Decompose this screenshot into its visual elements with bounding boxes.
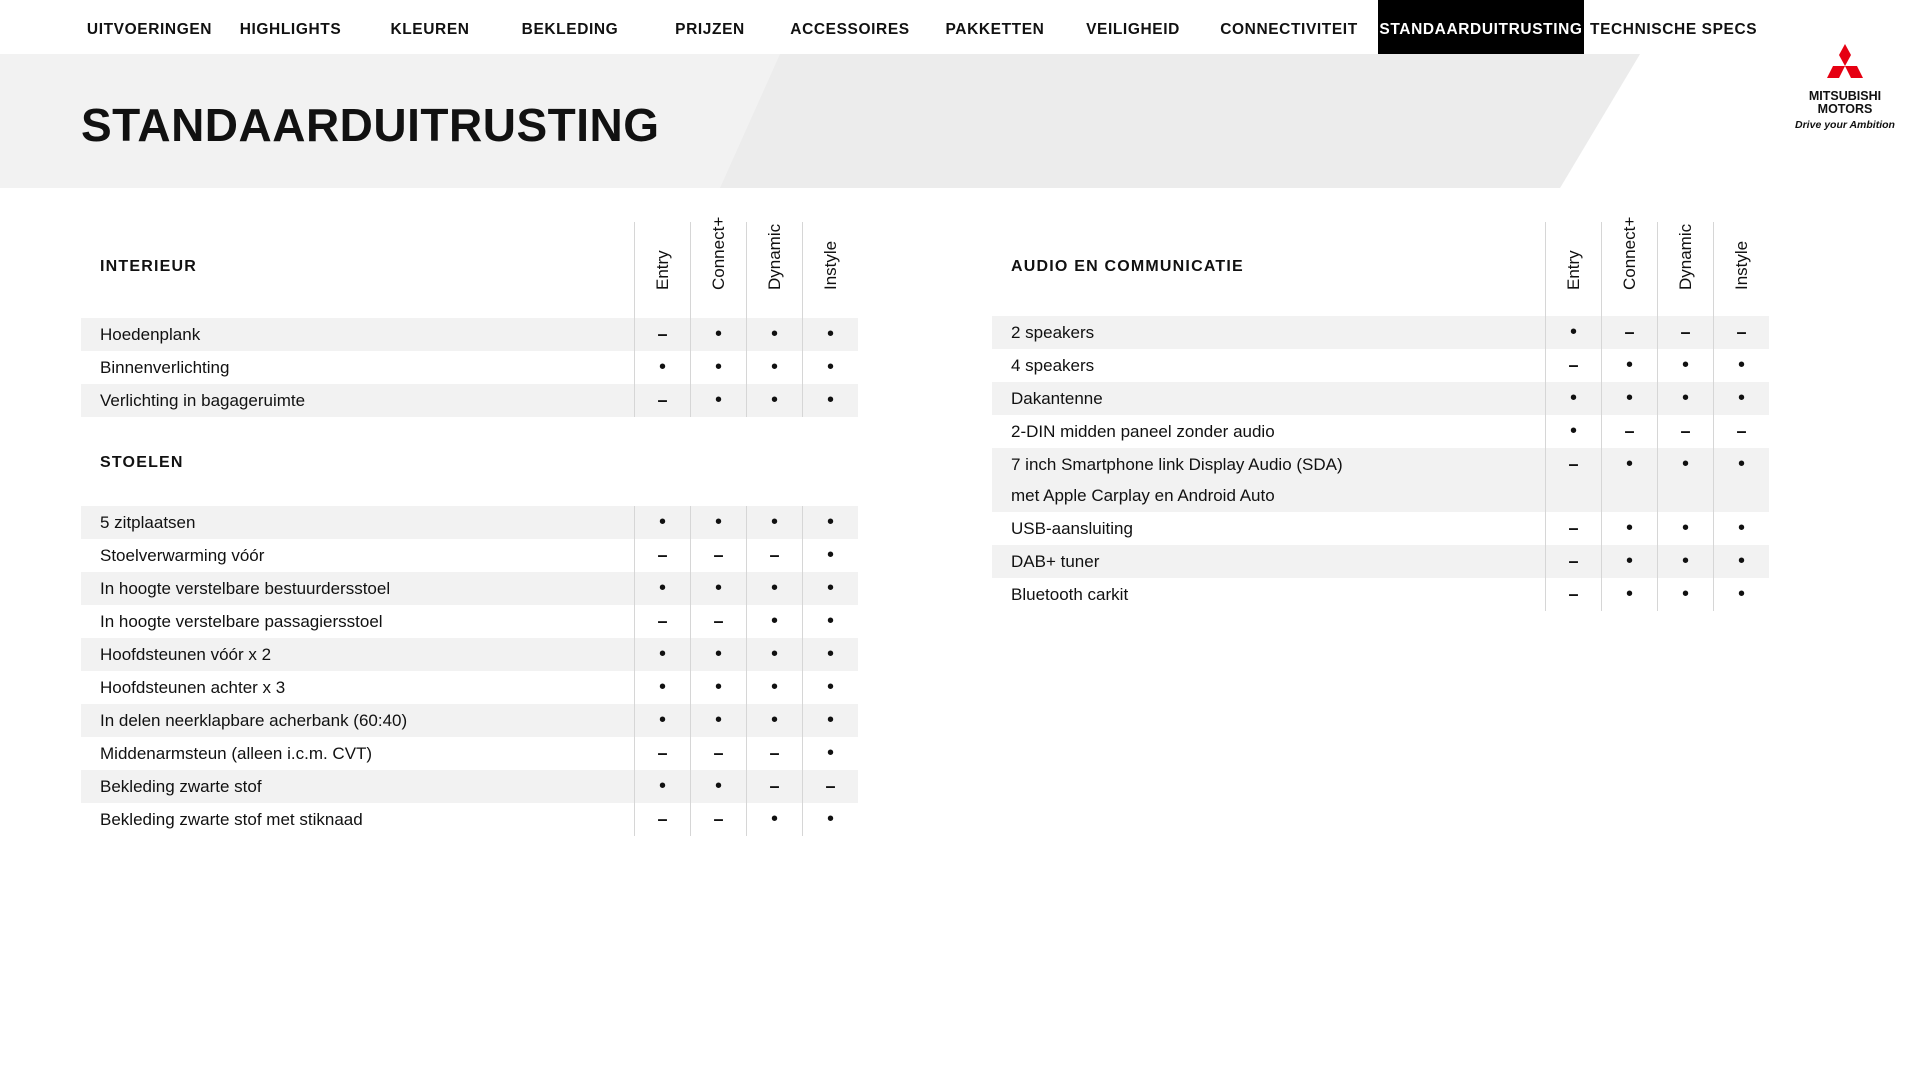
table-row bbox=[81, 671, 858, 704]
availability-cell: • bbox=[746, 704, 802, 737]
availability-cell: – bbox=[746, 539, 802, 572]
table-row bbox=[81, 605, 858, 638]
nav-item-highlights[interactable]: HIGHLIGHTS bbox=[239, 21, 342, 38]
row-label: Stoelverwarming vóór bbox=[100, 546, 265, 565]
availability-cell: • bbox=[690, 572, 746, 605]
availability-cell: • bbox=[1601, 448, 1657, 512]
availability-cell: • bbox=[690, 351, 746, 384]
availability-cell: – bbox=[634, 539, 690, 572]
table-row bbox=[992, 448, 1769, 512]
availability-cell: • bbox=[802, 351, 858, 384]
table-row bbox=[992, 578, 1769, 611]
availability-cell: • bbox=[746, 506, 802, 539]
page-title: STANDAARDUITRUSTING bbox=[81, 99, 660, 151]
nav-item-pakketten[interactable]: PAKKETTEN bbox=[945, 21, 1045, 38]
availability-cell: • bbox=[1545, 382, 1601, 415]
availability-cell: • bbox=[1713, 545, 1769, 578]
availability-cell: • bbox=[802, 704, 858, 737]
row-label: Hoofdsteunen achter x 3 bbox=[100, 678, 286, 697]
nav-item-prijzen[interactable]: PRIJZEN bbox=[675, 21, 745, 38]
availability-cell: – bbox=[1545, 578, 1601, 611]
col-head-entry: Entry bbox=[634, 222, 690, 318]
row-label: USB-aansluiting bbox=[1011, 519, 1133, 538]
availability-cell: • bbox=[802, 671, 858, 704]
availability-cell: • bbox=[1601, 349, 1657, 382]
availability-cell: – bbox=[1657, 316, 1713, 349]
availability-cell: • bbox=[746, 351, 802, 384]
logo-brand-line2: MOTORS bbox=[1817, 102, 1873, 116]
table-row bbox=[81, 539, 858, 572]
availability-cell: • bbox=[690, 318, 746, 351]
row-label: Hoofdsteunen vóór x 2 bbox=[100, 645, 272, 664]
row-label: Verlichting in bagageruimte bbox=[100, 391, 306, 410]
nav-item-kleuren[interactable]: KLEUREN bbox=[390, 21, 470, 38]
availability-cell: • bbox=[1601, 578, 1657, 611]
availability-cell: • bbox=[1601, 512, 1657, 545]
right-equipment-table bbox=[992, 216, 1772, 622]
row-label: In hoogte verstelbare passagiersstoel bbox=[100, 612, 383, 631]
availability-cell: – bbox=[1657, 415, 1713, 448]
availability-cell: – bbox=[634, 737, 690, 770]
availability-cell: • bbox=[690, 638, 746, 671]
table-row bbox=[81, 384, 858, 417]
availability-cell: – bbox=[690, 737, 746, 770]
availability-cell: • bbox=[802, 318, 858, 351]
availability-cell: • bbox=[1657, 349, 1713, 382]
availability-cell: • bbox=[746, 605, 802, 638]
left-equipment-table bbox=[81, 216, 861, 842]
availability-cell: • bbox=[1545, 316, 1601, 349]
table-row bbox=[81, 351, 858, 384]
row-label: In hoogte verstelbare bestuurdersstoel bbox=[100, 579, 391, 598]
table-row bbox=[81, 803, 858, 836]
col-head-connect: Connect+ bbox=[690, 222, 746, 318]
availability-cell: • bbox=[690, 506, 746, 539]
table-row bbox=[992, 545, 1769, 578]
availability-cell: – bbox=[746, 737, 802, 770]
row-label: 7 inch Smartphone link Display Audio (SDA) bbox=[1011, 455, 1343, 474]
availability-cell: • bbox=[802, 384, 858, 417]
col-head-instyle: Instyle bbox=[802, 222, 858, 318]
nav-item-connectiviteit[interactable]: CONNECTIVITEIT bbox=[1220, 21, 1358, 38]
row-label: Bekleding zwarte stof met stiknaad bbox=[100, 810, 363, 829]
availability-cell: – bbox=[746, 770, 802, 803]
availability-cell: • bbox=[802, 803, 858, 836]
section-title-audio: AUDIO EN COMMUNICATIE bbox=[1011, 258, 1244, 275]
availability-cell: – bbox=[634, 803, 690, 836]
row-label: 5 zitplaatsen bbox=[100, 513, 196, 532]
col-head-entry: Entry bbox=[1545, 222, 1601, 318]
availability-cell: – bbox=[1601, 415, 1657, 448]
availability-cell: • bbox=[634, 638, 690, 671]
availability-cell: – bbox=[690, 539, 746, 572]
row-label: Binnenverlichting bbox=[100, 358, 230, 377]
availability-cell: – bbox=[1713, 316, 1769, 349]
availability-cell: • bbox=[1713, 512, 1769, 545]
table-row bbox=[81, 770, 858, 803]
logo-brand-line1: MITSUBISHI bbox=[1808, 89, 1882, 103]
availability-cell: – bbox=[634, 384, 690, 417]
table-row bbox=[992, 512, 1769, 545]
header-band-shade bbox=[720, 54, 1640, 188]
availability-cell: • bbox=[802, 605, 858, 638]
availability-cell: • bbox=[746, 803, 802, 836]
table-row bbox=[81, 318, 858, 351]
nav-item-uitvoeringen[interactable]: UITVOERINGEN bbox=[86, 21, 213, 38]
availability-cell: • bbox=[746, 671, 802, 704]
availability-cell: • bbox=[1657, 512, 1713, 545]
availability-cell: • bbox=[1713, 382, 1769, 415]
table-row bbox=[992, 316, 1769, 349]
availability-cell: • bbox=[1713, 578, 1769, 611]
row-label: 4 speakers bbox=[1011, 356, 1095, 375]
table-row bbox=[81, 704, 858, 737]
availability-cell: – bbox=[1545, 448, 1601, 512]
availability-cell: • bbox=[802, 737, 858, 770]
nav-item-bekleding[interactable]: BEKLEDING bbox=[521, 21, 619, 38]
availability-cell: • bbox=[690, 770, 746, 803]
availability-cell: • bbox=[690, 671, 746, 704]
col-head-instyle: Instyle bbox=[1713, 222, 1769, 318]
availability-cell: – bbox=[1545, 349, 1601, 382]
row-label: In delen neerklapbare acherbank (60:40) bbox=[100, 711, 408, 730]
availability-cell: • bbox=[634, 770, 690, 803]
availability-cell: • bbox=[1545, 415, 1601, 448]
table-row bbox=[992, 415, 1769, 448]
availability-cell: – bbox=[634, 605, 690, 638]
three-diamonds-icon bbox=[1825, 44, 1865, 90]
availability-cell: • bbox=[1713, 349, 1769, 382]
availability-cell: – bbox=[690, 605, 746, 638]
availability-cell: – bbox=[1601, 316, 1657, 349]
table-row bbox=[81, 506, 858, 539]
nav-item-veiligheid[interactable]: VEILIGHEID bbox=[1086, 21, 1180, 38]
availability-cell: • bbox=[1657, 448, 1713, 512]
row-label: Hoedenplank bbox=[100, 325, 201, 344]
availability-cell: • bbox=[802, 506, 858, 539]
col-head-dynamic: Dynamic bbox=[746, 222, 802, 318]
availability-cell: – bbox=[1545, 545, 1601, 578]
availability-cell: • bbox=[802, 638, 858, 671]
availability-cell: – bbox=[690, 803, 746, 836]
availability-cell: – bbox=[1545, 512, 1601, 545]
row-label: Bekleding zwarte stof bbox=[100, 777, 262, 796]
row-label: 2-DIN midden paneel zonder audio bbox=[1011, 422, 1275, 441]
top-navigation bbox=[0, 0, 1760, 54]
table-row bbox=[992, 349, 1769, 382]
availability-cell: • bbox=[634, 506, 690, 539]
mitsubishi-logo bbox=[1790, 44, 1900, 131]
row-label: DAB+ tuner bbox=[1011, 552, 1100, 571]
availability-cell: • bbox=[1713, 448, 1769, 512]
availability-cell: • bbox=[1601, 545, 1657, 578]
availability-cell: • bbox=[690, 384, 746, 417]
availability-cell: • bbox=[634, 671, 690, 704]
row-label: 2 speakers bbox=[1011, 323, 1095, 342]
section-title-stoelen: STOELEN bbox=[100, 454, 184, 471]
row-label: Middenarmsteun (alleen i.c.m. CVT) bbox=[100, 744, 373, 763]
row-label-continued: met Apple Carplay en Android Auto bbox=[1011, 486, 1275, 505]
table-row bbox=[81, 737, 858, 770]
nav-item-standaarduitrusting[interactable]: STANDAARDUITRUSTING bbox=[1378, 0, 1584, 62]
row-label: Dakantenne bbox=[1011, 389, 1103, 408]
availability-cell: – bbox=[802, 770, 858, 803]
row-label: Bluetooth carkit bbox=[1011, 585, 1129, 604]
nav-item-accessoires[interactable]: ACCESSOIRES bbox=[790, 21, 910, 38]
availability-cell: • bbox=[634, 704, 690, 737]
col-head-connect: Connect+ bbox=[1601, 222, 1657, 318]
table-row bbox=[992, 382, 1769, 415]
col-head-dynamic: Dynamic bbox=[1657, 222, 1713, 318]
section-title-interieur: INTERIEUR bbox=[100, 258, 198, 275]
availability-cell: • bbox=[746, 638, 802, 671]
availability-cell: – bbox=[634, 318, 690, 351]
availability-cell: • bbox=[1601, 382, 1657, 415]
availability-cell: • bbox=[1657, 545, 1713, 578]
availability-cell: • bbox=[634, 351, 690, 384]
availability-cell: • bbox=[746, 572, 802, 605]
availability-cell: • bbox=[1657, 382, 1713, 415]
table-row bbox=[81, 638, 858, 671]
availability-cell: • bbox=[634, 572, 690, 605]
availability-cell: – bbox=[1713, 415, 1769, 448]
availability-cell: • bbox=[1657, 578, 1713, 611]
availability-cell: • bbox=[746, 384, 802, 417]
availability-cell: • bbox=[802, 539, 858, 572]
availability-cell: • bbox=[690, 704, 746, 737]
table-row bbox=[81, 572, 858, 605]
logo-tagline: Drive your Ambition bbox=[1795, 119, 1895, 131]
nav-item-technische-specs[interactable]: TECHNISCHE SPECS bbox=[1590, 21, 1758, 38]
availability-cell: • bbox=[746, 318, 802, 351]
availability-cell: • bbox=[802, 572, 858, 605]
